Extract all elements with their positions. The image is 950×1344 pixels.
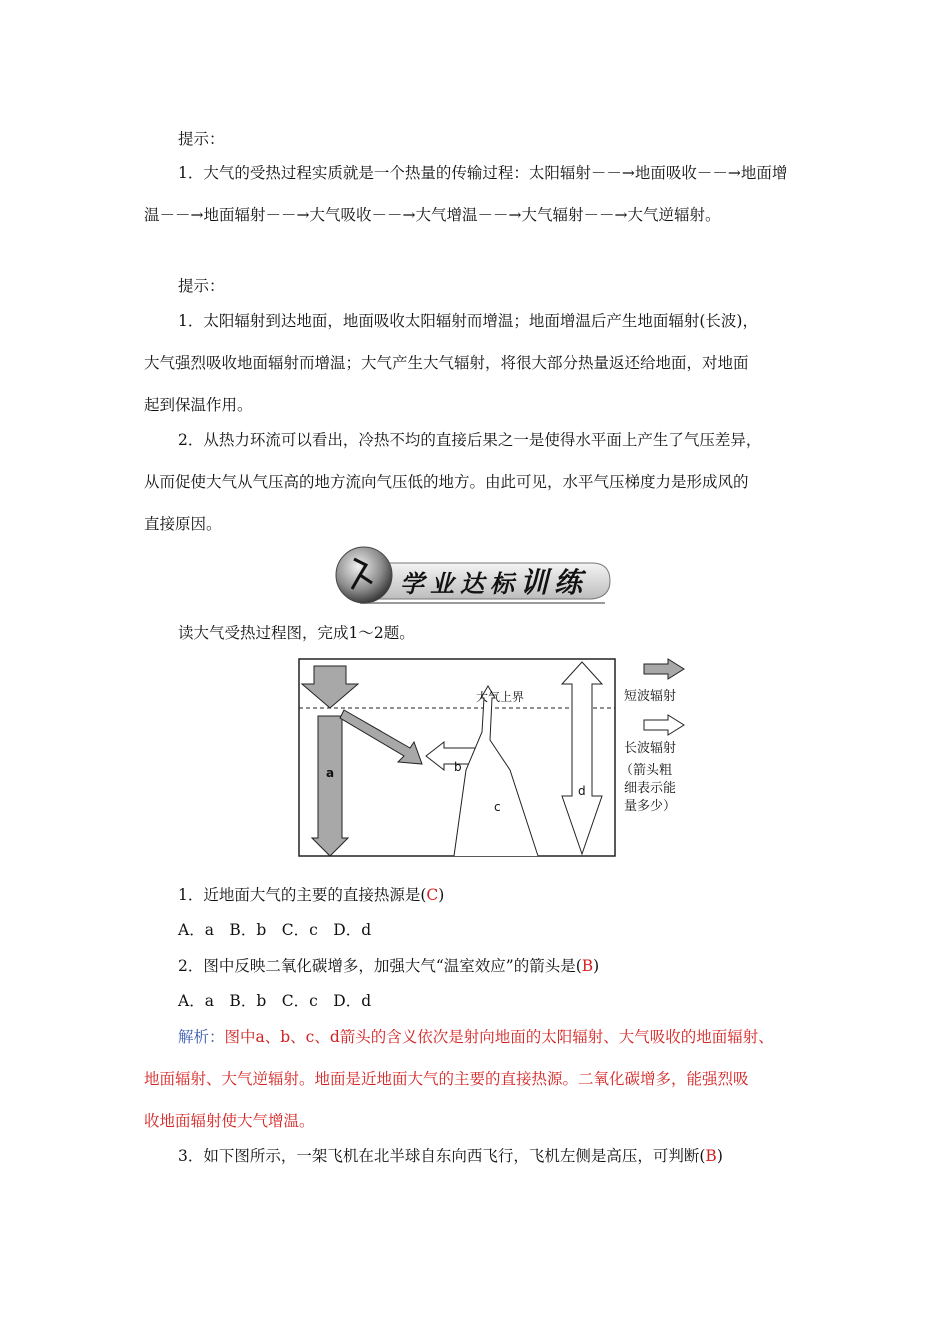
paragraph-1-line-2: 温－－→地面辐射－－→大气吸收－－→大气增温－－→大气辐射－－→大气逆辐射。: [144, 206, 721, 224]
banner-title-part2: 训练: [520, 566, 589, 599]
analysis-label: 解析：: [178, 1028, 225, 1046]
paragraph-2-line-2: 大气强烈吸收地面辐射而增温；大气产生大气辐射，将很大部分热量返还给地面，对地面: [144, 354, 749, 372]
analysis-line-2: 地面辐射、大气逆辐射。地面是近地面大气的主要的直接热源。二氧化碳增多，能强烈吸: [144, 1070, 749, 1088]
arrow-b-label: b: [454, 760, 462, 774]
question-1-options: A．a B．b C．c D．d: [178, 921, 372, 939]
section-banner: [330, 545, 620, 609]
legend-long-wave-arrow: [644, 715, 684, 735]
question-3-close: ): [716, 1147, 723, 1165]
question-1-close: ): [438, 886, 445, 904]
legend-short-wave-arrow: [644, 659, 684, 679]
banner-title: [400, 561, 588, 601]
analysis-line-3: 收地面辐射使大气增温。: [144, 1112, 315, 1130]
arrow-a-label: a: [326, 766, 335, 780]
question-2: [178, 955, 844, 977]
question-3: [178, 1145, 844, 1167]
banner-title-part1: 学业达标: [400, 569, 520, 598]
analysis-text-1: 图中a、b、c、d箭头的含义依次是射向地面的太阳辐射、大气吸收的地面辐射、: [224, 1028, 774, 1046]
question-1: [178, 884, 844, 906]
hint-label-2: 提示：: [178, 277, 225, 295]
paragraph-3-line-2: 从而促使大气从气压高的地方流向气压低的地方。由此可见，水平气压梯度力是形成风的: [144, 473, 749, 491]
legend-note-line-3: 量多少）: [624, 799, 677, 814]
question-2-close: ): [593, 957, 600, 975]
legend-long-wave-label: 长波辐射: [624, 741, 677, 756]
paragraph-2-line-3: 起到保温作用。: [144, 396, 253, 414]
legend-short-wave-label: 短波辐射: [624, 689, 677, 704]
hint-label-1: 提示：: [178, 130, 225, 148]
arrow-c-label: c: [494, 800, 501, 814]
atmosphere-top-label: 大气上界: [476, 690, 525, 704]
question-1-stem: 1．近地面大气的主要的直接热源是(: [178, 886, 427, 904]
atmosphere-heating-diagram: [298, 658, 690, 858]
paragraph-3-line-1: 2．从热力环流可以看出，冷热不均的直接后果之一是使得水平面上产生了气压差异，: [178, 431, 762, 449]
exercise-intro: 读大气受热过程图，完成1～2题。: [178, 624, 415, 642]
question-2-stem: 2．图中反映二氧化碳增多，加强大气“温室效应”的箭头是(: [178, 957, 582, 975]
legend-note-line-2: 细表示能: [624, 781, 677, 796]
paragraph-2-line-1: 1．太阳辐射到达地面，地面吸收太阳辐射而增温；地面增温后产生地面辐射(长波)，: [178, 312, 758, 330]
arrow-d-label: d: [578, 784, 586, 798]
question-3-stem: 3．如下图所示，一架飞机在北半球自东向西飞行，飞机左侧是高压，可判断(: [178, 1147, 706, 1165]
question-2-options: A．a B．b C．c D．d: [178, 992, 372, 1010]
paragraph-3-line-3: 直接原因。: [144, 515, 222, 533]
question-3-answer: B: [705, 1147, 717, 1165]
question-2-answer: B: [581, 957, 594, 975]
analysis-line-1: [178, 1026, 844, 1048]
paragraph-1-line-1: 1．大气的受热过程实质就是一个热量的传输过程：太阳辐射－－→地面吸收－－→地面增: [178, 164, 788, 182]
question-1-answer: C: [426, 886, 439, 904]
legend-note-line-1: （箭头粗: [620, 763, 673, 778]
